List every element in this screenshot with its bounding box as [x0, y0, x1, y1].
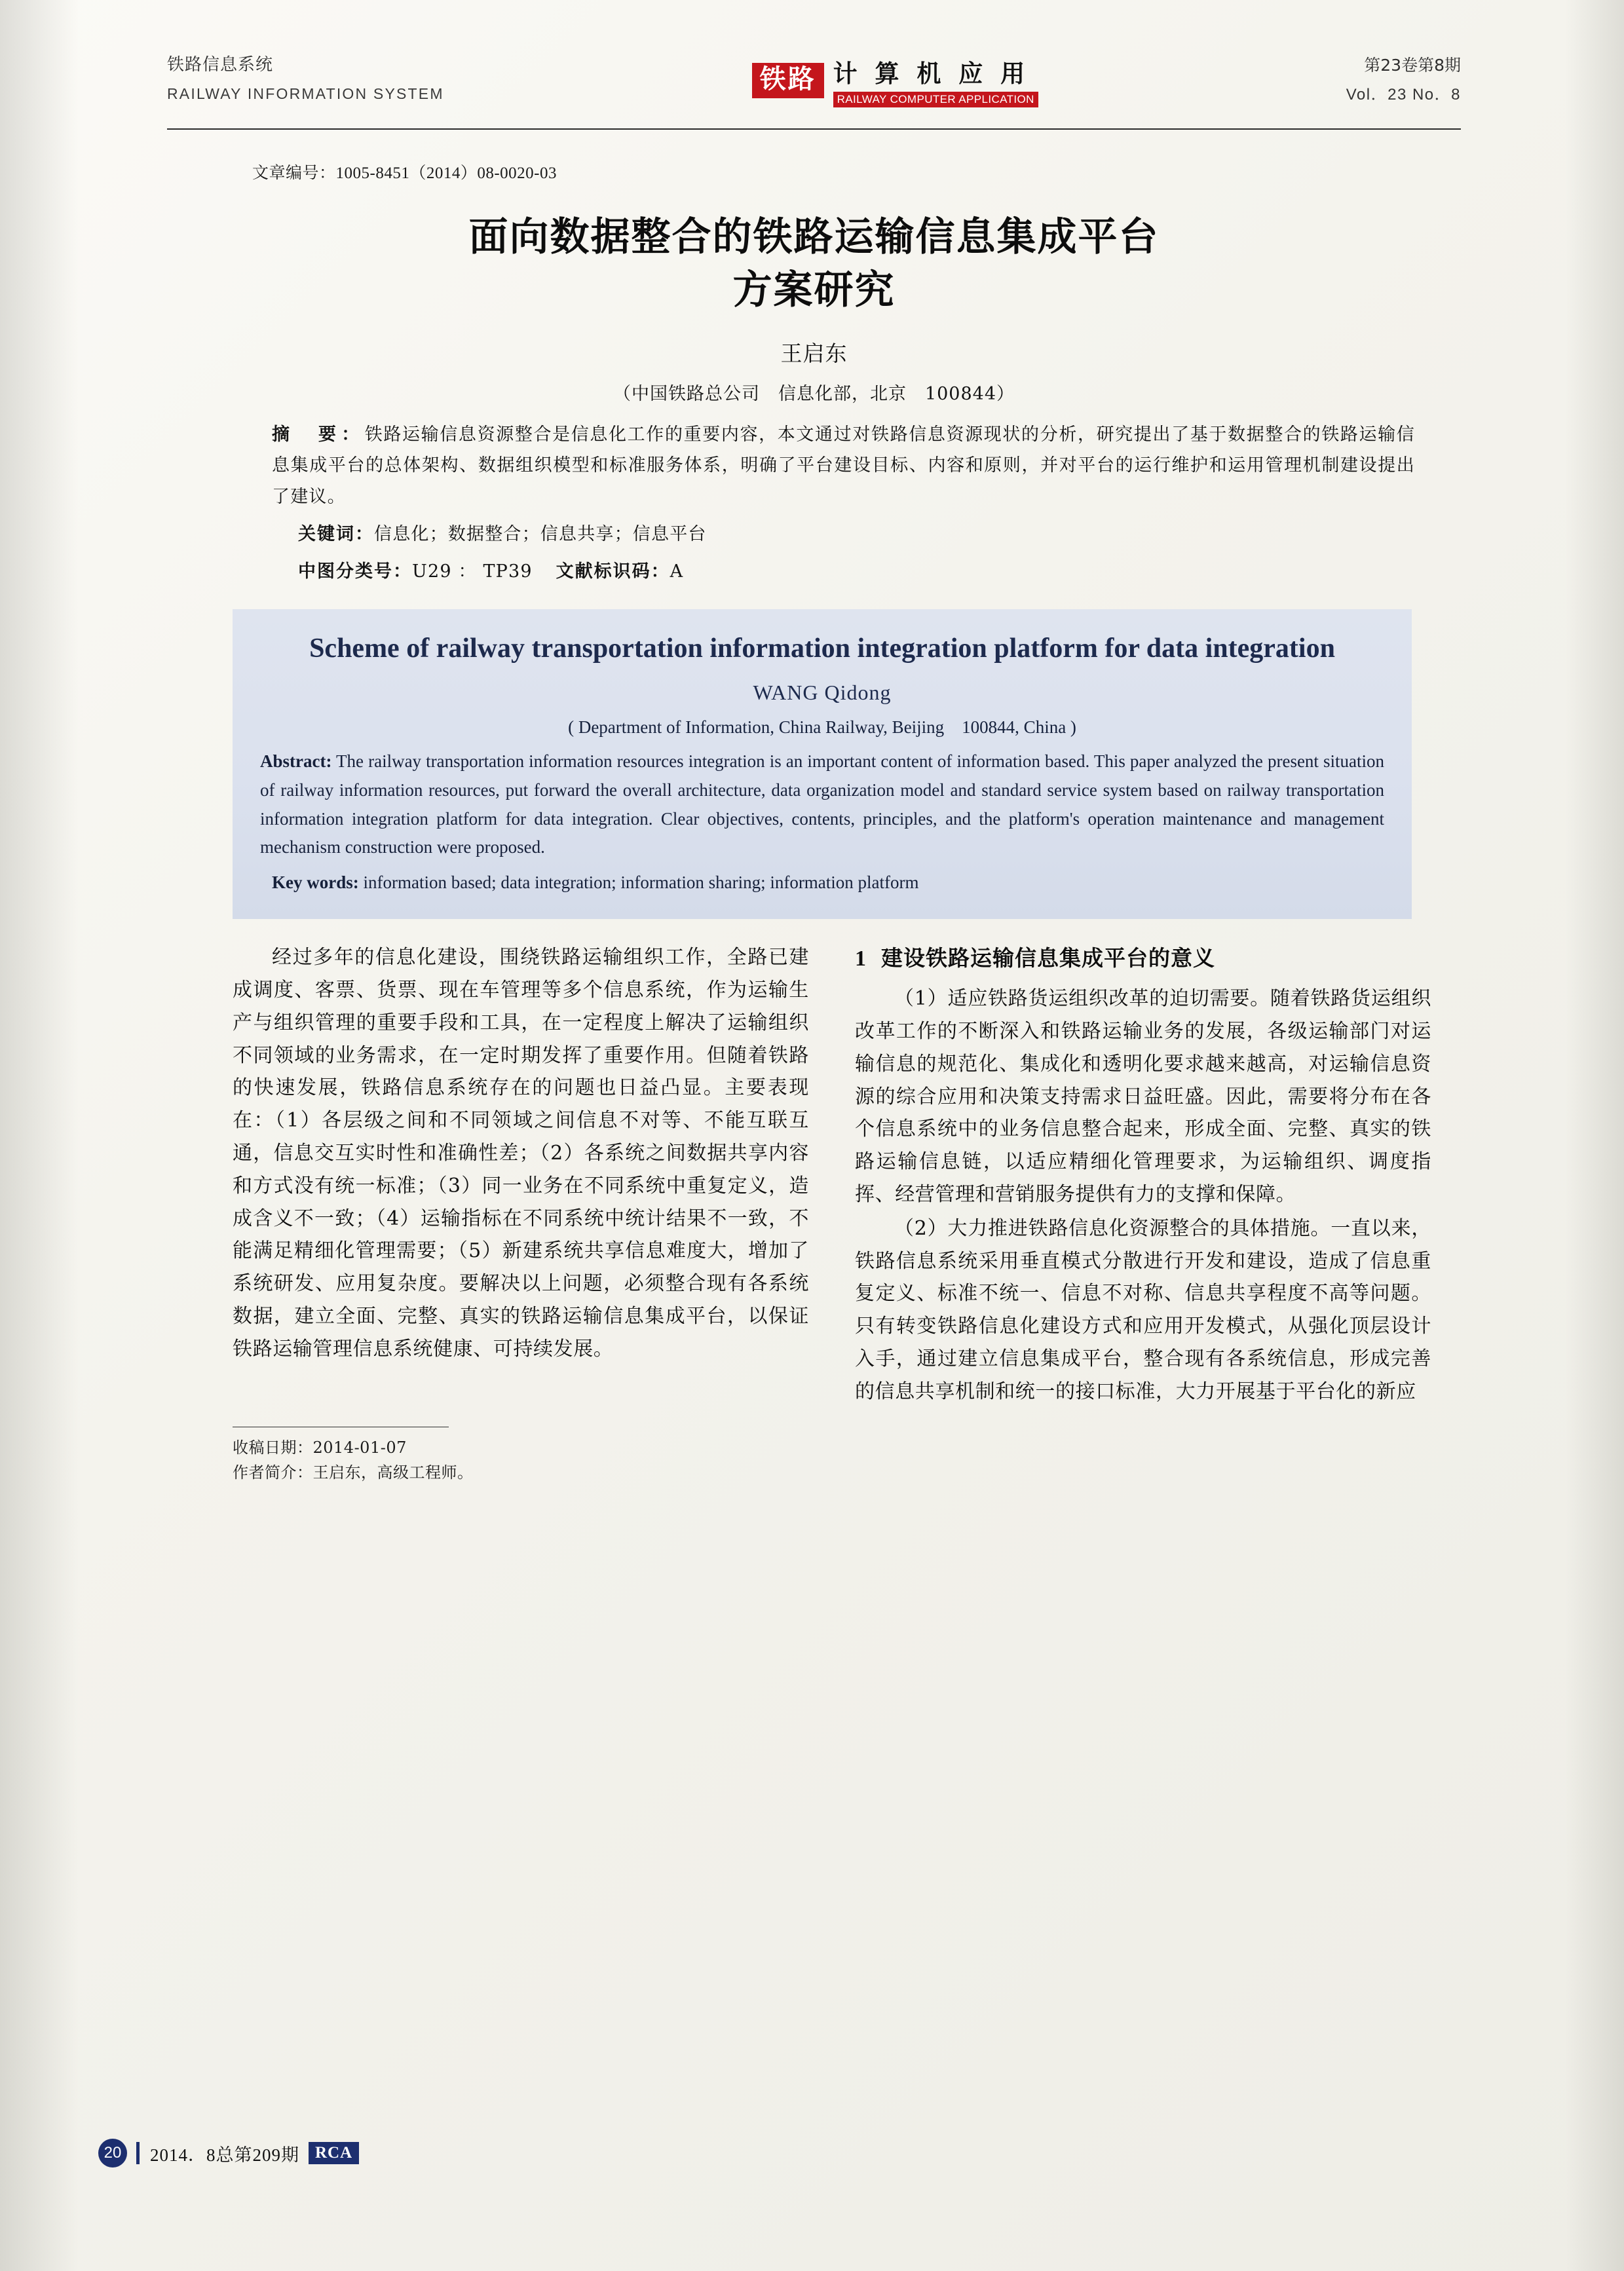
- abstract-cn-text: 铁路运输信息资源整合是信息化工作的重要内容，本文通过对铁路信息资源现状的分析，研究提出了基于数据整合的铁路运输信息集成平台的总体架构、数据组织模型和标准服务体系，明确了平台建设目标、内容和原则，并对平台的运行维护和运用管理机制建设提出了建议。: [272, 424, 1415, 507]
- abstract-en-text: The railway transportation information resources integration is an important content of information based. This paper analyzed the present situation of railway information resources, put forward the overall architecture, data organization model and standard service system based on railway transportation information integration platform for data integration. Clear objectives, contents, principles, and the platform's operation maintenance and management mechanism construction were proposed.: [260, 751, 1384, 857]
- volume-issue-cn: 第23卷第8期: [1364, 56, 1461, 75]
- abstract-cn-body: [272, 419, 1415, 512]
- affiliation-cn: （中国铁路总公司 信息化部，北京 100844）: [613, 384, 1015, 404]
- received-date: 收稿日期：2014-01-07: [233, 1438, 407, 1457]
- author-en: WANG Qidong: [753, 681, 892, 705]
- abstract-cn: [167, 419, 1461, 587]
- affiliation-en: ( Department of Information, China Railway, Beijing 100844, China ): [568, 717, 1076, 738]
- journal-section-cn: 铁路信息系统: [167, 55, 274, 75]
- intro-paragraph: 经过多年的信息化建设，围绕铁路运输组织工作，全路已建成调度、客票、货票、现在车管理等多个信息系统，作为运输生产与组织管理的重要手段和工具，在一定程度上解决了运输组织不同领域的业务需求，在一定时期发挥了重要作用。但随着铁路的快速发展，铁路信息系统存在的问题也日益凸显。主要表现在：（1）各层级之间和不同领域之间信息不对等、不能互联互通，信息交互实时性和准确性差；（2）各系统之间数据共享内容和方式没有统一标准；（3）同一业务在不同系统中重复定义，造成含义不一致；（4）运输指标在不同系统中统计结果不一致，不能满足精细化管理需要；（5）新建系统共享信息难度大，增加了系统研发、应用复杂度。要解决以上问题，必须整合现有各系统数据，建立全面、完整、真实的铁路运输信息集成平台，以保证铁路运输管理信息系统健康、可持续发展。: [233, 946, 809, 1361]
- section-paragraph-2: （2）大力推进铁路信息化资源整合的具体措施。一直以来，铁路信息系统采用垂直模式分散进行开发和建设，造成了信息重复定义、标准不统一、信息不对称、信息共享程度不高等问题。只有转变铁路信息化建设方式和应用开发模式，从强化顶层设计入手，通过建立信息集成平台，整合现有各系统信息，形成完善的信息共享机制和统一的接口标准，大力开展基于平台化的新应: [855, 1216, 1431, 1403]
- footnotes: [233, 1427, 809, 1486]
- body-columns: [167, 941, 1461, 1409]
- title-en: Scheme of railway transportation information integration platform for data integration: [309, 633, 1335, 664]
- section-number: 1: [855, 947, 867, 971]
- journal-name-cn: 计 算 机 应 用: [833, 60, 1030, 88]
- section-paragraph-1: （1）适应铁路货运组织改革的迫切需要。随着铁路货运组织改革工作的不断深入和铁路运输业务的发展，各级运输部门对运输信息的规范化、集成化和透明化要求越来越高，对运输信息资源的综合应用和决策支持需求日益旺盛。因此，需要将分布在各个信息系统中的业务信息整合起来，形成全面、完整、真实的铁路运输信息链，以适应精细化管理要求，为运输组织、调度指挥、经营管理和营销服务提供有力的支撑和保障。: [855, 987, 1431, 1207]
- article-number: 文章编号：1005-8451（2014）08-0020-03: [252, 164, 557, 182]
- journal-logo-badge: 铁路: [752, 63, 824, 98]
- abstract-en: [260, 747, 1384, 862]
- abstract-cn-label: 摘 要：: [272, 424, 365, 445]
- clc-value: U29 ： TP39: [412, 561, 533, 582]
- issue-label: 2014．8总第209期: [150, 2145, 299, 2165]
- keywords-cn-label: 关键词：: [298, 523, 374, 544]
- author-cn: 王启东: [780, 341, 848, 366]
- english-abstract-block: [233, 609, 1412, 919]
- running-head: [167, 52, 1461, 124]
- journal-logo-text: [833, 54, 1038, 107]
- page-content: [167, 52, 1461, 1485]
- journal-section-en: RAILWAY INFORMATION SYSTEM: [167, 85, 444, 102]
- keywords-en: [260, 869, 1384, 897]
- keywords-en-text: information based; data integration; information sharing; information platform: [363, 873, 919, 893]
- column-left: [233, 941, 809, 1409]
- abstract-en-label: Abstract:: [260, 751, 332, 772]
- page-title: [167, 211, 1461, 317]
- author-bio: 作者简介：王启东，高级工程师。: [233, 1463, 474, 1482]
- title-line-1: 面向数据整合的铁路运输信息集成平台: [468, 214, 1160, 260]
- running-head-left: [167, 52, 444, 105]
- journal-masthead: [752, 54, 1038, 107]
- volume-issue-en: Vol．23 No．8: [1346, 86, 1461, 103]
- page-number: 20: [98, 2139, 127, 2168]
- running-head-right: [1346, 52, 1461, 107]
- clc-label: 中图分类号：: [298, 561, 412, 582]
- doc-code-label: 文献标识码：: [556, 561, 670, 582]
- section-heading-1: [855, 941, 1431, 972]
- header-divider: [167, 128, 1461, 130]
- footer-bar: [136, 2142, 140, 2164]
- title-line-2: 方案研究: [732, 267, 896, 313]
- keywords-en-label: Key words:: [272, 873, 359, 893]
- journal-name-en: RAILWAY COMPUTER APPLICATION: [833, 92, 1038, 107]
- classification-line: [272, 556, 1415, 587]
- keywords-cn-text: 信息化；数据整合；信息共享；信息平台: [374, 523, 707, 544]
- section-title: 建设铁路运输信息集成平台的意义: [881, 945, 1215, 971]
- column-right: [855, 941, 1431, 1409]
- page-footer: [98, 2139, 359, 2168]
- status-badge: RCA: [309, 2142, 359, 2164]
- doc-code-value: A: [670, 561, 684, 582]
- keywords-cn: [272, 519, 1415, 550]
